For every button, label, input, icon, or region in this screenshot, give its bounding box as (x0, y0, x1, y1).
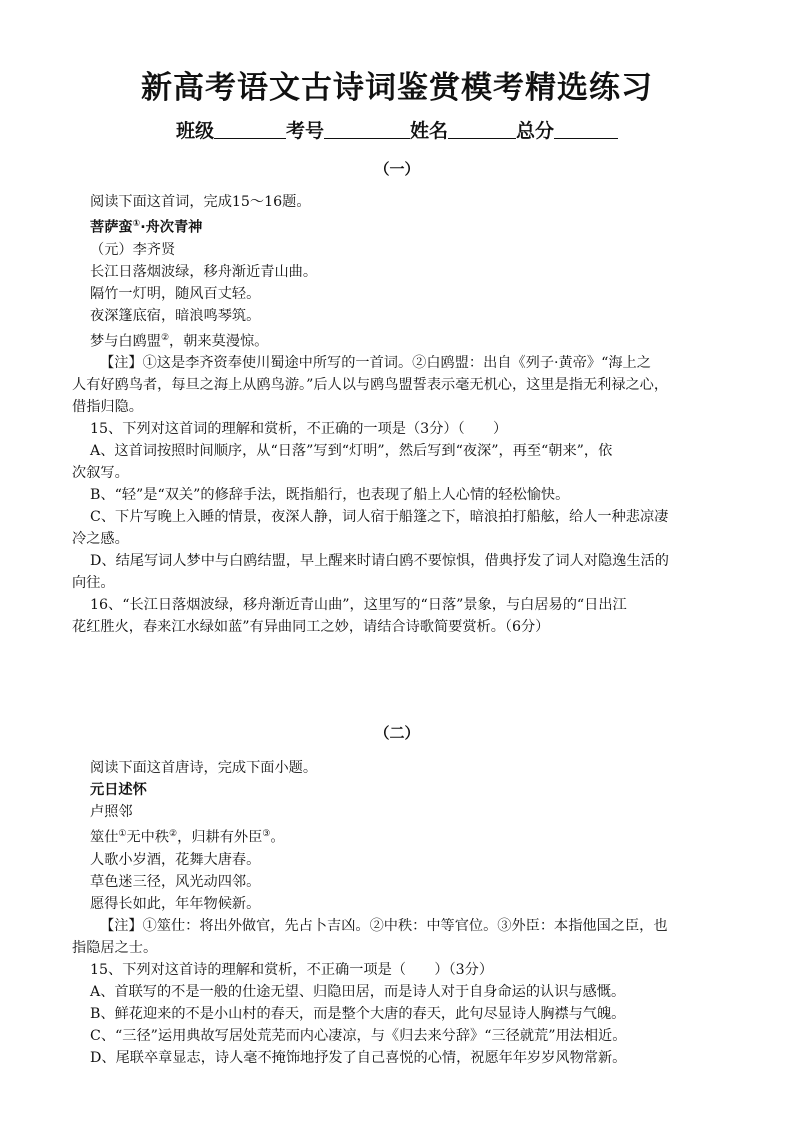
option-c-cont: 冷之感。 (72, 531, 129, 548)
poem-1-line: 夜深篷底宿，暗浪鸣琴筑。 (90, 307, 261, 324)
poem-2-line: 人歌小岁酒，花舞大唐春。 (90, 851, 261, 868)
score-label: 总分 (516, 120, 555, 142)
option-a-cont: 次叙写。 (72, 465, 129, 482)
question-15: 15、下列对这首词的理解和赏析，不正确的一项是（3分）（ ） (90, 421, 508, 438)
poem-1-title-main: 菩萨蛮 (90, 219, 133, 236)
question-15b: 15、下列对这首诗的理解和赏析，不正确一项是（ ）（3分） (90, 961, 494, 978)
poem-1-title-sub: ·舟次青神 (140, 219, 203, 236)
poem-2-note-cont: 指隐居之士。 (72, 939, 158, 956)
name-blank[interactable] (448, 120, 516, 139)
section-2-body (72, 757, 740, 1069)
poem-1-note-cont: 人有好鸥鸟者，每旦之海上从鸥鸟游。”后人以与鸥鸟盟誓表示毫无机心，这里是指无利禄之心， (72, 377, 669, 394)
class-blank[interactable] (214, 120, 286, 139)
option-c: C、下片写晚上入睡的情景，夜深人静，词人宿于船篷之下，暗浪拍打船舷，给人一种悲凉凄 (90, 509, 669, 526)
poem-1-title-note-mark: ① (132, 219, 141, 229)
section-2-heading: （二） (374, 724, 420, 742)
option-c: C、“三径”运用典故写居处荒芜而内心凄凉，与《归去来兮辞》“三径就荒”用法相近。 (90, 1027, 627, 1044)
section-1-intro: 阅读下面这首词，完成15～16题。 (90, 194, 311, 210)
poem-1-line (90, 327, 740, 353)
poem-2-line-text: ，归耕有外臣 (177, 829, 263, 846)
exam-no-label: 考号 (285, 120, 324, 142)
exam-no-blank[interactable] (324, 120, 410, 139)
poem-2-title: 元日述怀 (90, 782, 147, 798)
student-info-line (0, 116, 794, 143)
poem-1-author: （元）李齐贤 (90, 241, 176, 258)
poem-2-line-text: 无中秩 (126, 829, 170, 846)
class-label: 班级 (175, 120, 214, 142)
poem-1-note-cont: 借指归隐。 (72, 399, 143, 416)
score-blank[interactable] (554, 120, 618, 139)
poem-2-author: 卢照邻 (90, 804, 133, 820)
question-16-cont: 花红胜火，春来江水绿如蓝”有异曲同工之妙，请结合诗歌简要赏析。（6分） (72, 619, 550, 636)
poem-1-line-note-mark: ② (160, 332, 170, 343)
poem-2-note-mark: ③ (262, 829, 271, 839)
poem-2-note-mark: ① (118, 829, 127, 839)
poem-2-line: 愿得长如此，年年物候新。 (90, 895, 261, 912)
poem-1-line: 长江日落烟波绿，移舟渐近青山曲。 (90, 263, 318, 280)
poem-2-line-text: 。 (270, 829, 285, 846)
option-a: A、首联写的不是一般的仕途无望、归隐田居，而是诗人对于自身命运的认识与感慨。 (90, 983, 626, 1000)
poem-1-line: 隔竹一灯明，随风百丈轻。 (90, 285, 261, 302)
option-a: A、这首词按照时间顺序，从“日落”写到“灯明”，然后写到“夜深”，再至“朝来”，依 (90, 443, 613, 460)
option-d: D、尾联卒章显志，诗人毫不掩饰地抒发了自己喜悦的心情，祝愿年年岁岁风物常新。 (90, 1049, 627, 1066)
poem-1-title (90, 213, 740, 239)
poem-1-note: 【注】①这是李齐资奉使川蜀途中所写的一首词。②白鸥盟：出自《列子·黄帝》“海上之 (100, 355, 651, 372)
question-16: 16、“长江日落烟波绿，移舟渐近青山曲”，这里写的“日落”景象，与白居易的“日出江 (90, 597, 627, 614)
poem-2-note-mark: ② (169, 829, 178, 839)
option-b: B、“轻”是“双关”的修辞手法，既指船行，也表现了船上人心情的轻松愉快。 (90, 487, 570, 504)
option-b: B、鲜花迎来的不是小山村的春天，而是整个大唐的春天，此句尽显诗人胸襟与气魄。 (90, 1005, 626, 1022)
option-d-cont: 向往。 (72, 575, 115, 592)
poem-1-line-text: ，朝来莫漫惊。 (169, 333, 269, 350)
section-2-intro: 阅读下面这首唐诗，完成下面小题。 (90, 760, 318, 776)
poem-1-line-text: 梦与白鸥盟 (90, 333, 161, 350)
option-d: D、结尾写词人梦中与白鸥结盟，早上醒来时请白鸥不要惊惧，借典抒发了词人对隐逸生活的 (90, 553, 669, 570)
poem-2-note: 【注】①筮仕：将出外做官，先占卜吉凶。②中秩：中等官位。③外臣：本指他国之臣，也 (100, 917, 668, 934)
section-1-heading: （一） (374, 160, 420, 178)
poem-2-line: 草色迷三径，风光动四邻。 (90, 873, 261, 890)
poem-2-line-text: 筮仕 (90, 829, 119, 846)
section-1-body (72, 191, 740, 638)
page-title: 新高考语文古诗词鉴赏模考精选练习 (141, 70, 653, 106)
name-label: 姓名 (410, 120, 449, 142)
poem-2-line (90, 823, 740, 849)
